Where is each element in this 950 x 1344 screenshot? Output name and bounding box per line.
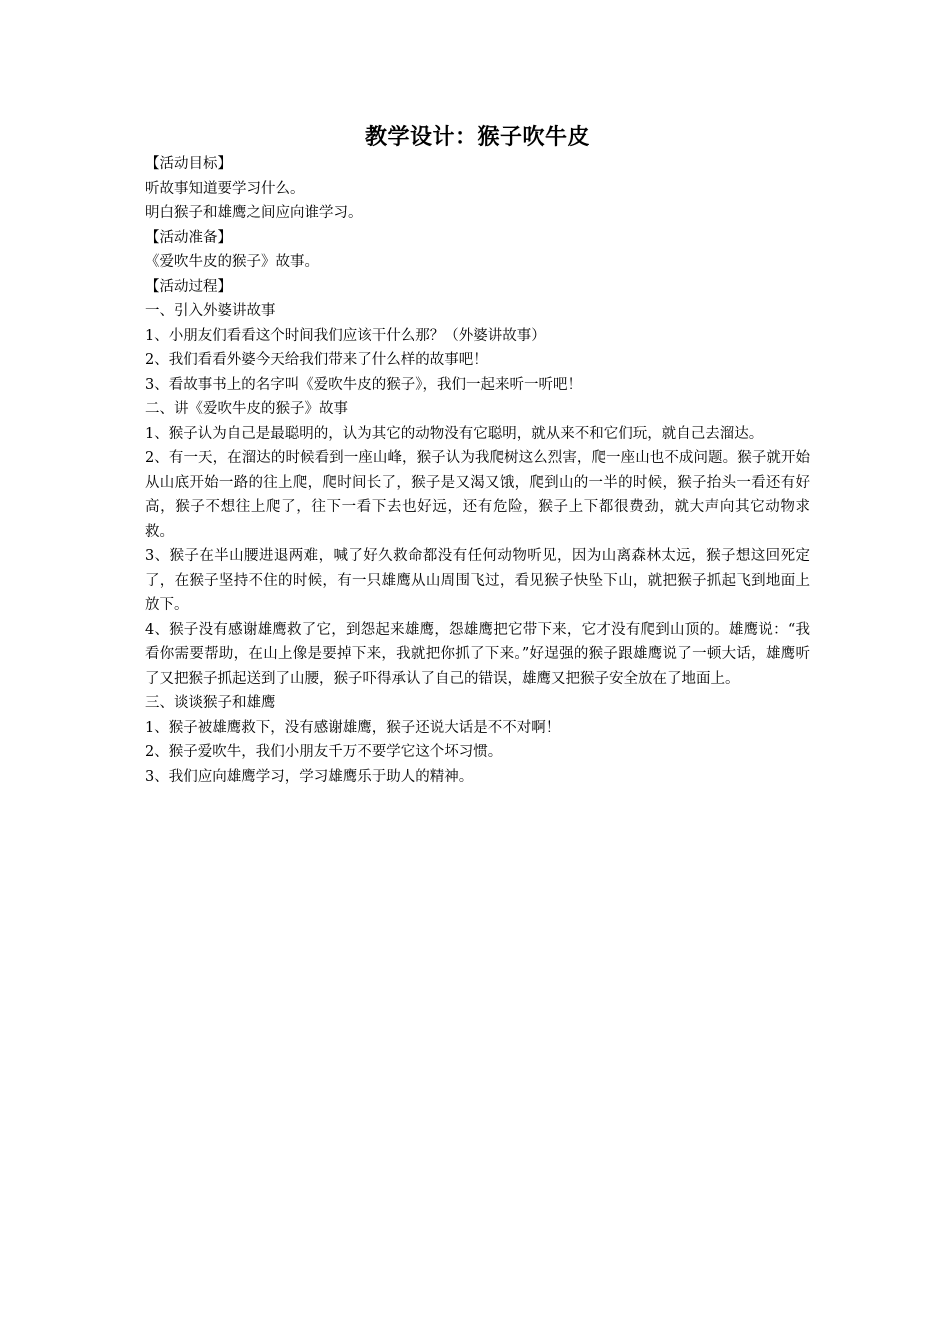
section-heading-goals: 【活动目标】 [145, 156, 232, 172]
story-paragraph-4: 4、猴子没有感谢雄鹰救了它，到怨起来雄鹰，怨雄鹰把它带下来，它才没有爬到山顶的。雄鹰说：“我看你需要帮助，在山上像是要掉下来，我就把你抓了下来。”好逞强的猴子跟雄鹰说了一顿大话，雄鹰听了又把猴子抓起送到了山腰，猴子吓得承认了自己的错误，雄鹰又把猴子安全放在了地面上。 [145, 621, 810, 687]
document-body [145, 122, 810, 789]
process-part-1-step-3: 3、看故事书上的名字叫《爱吹牛皮的猴子》，我们一起来听一听吧！ [145, 376, 582, 393]
process-part-1-heading: 一、引入外婆讲故事 [145, 303, 276, 319]
preparation-item: 《爱吹牛皮的猴子》故事。 [145, 254, 319, 270]
story-paragraph-3: 3、猴子在半山腰进退两难，喊了好久救命都没有任何动物听见，因为山离森林太远，猴子想这回死定了，在猴子坚持不住的时候，有一只雄鹰从山周围飞过，看见猴子快坠下山，就把猴子抓起飞到地面上放下。 [145, 548, 810, 613]
story-paragraph-2: 2、有一天，在溜达的时候看到一座山峰，猴子认为我爬树这么烈害，爬一座山也不成问题。猴子就开始从山底开始一路的往上爬，爬时间长了，猴子是又渴又饿，爬到山的一半的时候，猴子抬头一看还有好高，猴子不想往上爬了，往下一看下去也好远，还有危险，猴子上下都很费劲，就大声向其它动物求救。 [145, 450, 810, 540]
discussion-item-1: 1、猴子被雄鹰救下，没有感谢雄鹰，猴子还说大话是不不对啊！ [145, 719, 561, 736]
goal-item-2: 明白猴子和雄鹰之间应向谁学习。 [145, 205, 363, 221]
discussion-item-3: 3、我们应向雄鹰学习，学习雄鹰乐于助人的精神。 [145, 768, 474, 785]
process-part-1-step-2: 2、我们看看外婆今天给我们带来了什么样的故事吧！ [145, 352, 488, 368]
story-paragraph-1: 1、猴子认为自己是最聪明的，认为其它的动物没有它聪明，就从来不和它们玩，就自己去溜达。 [145, 425, 764, 442]
section-heading-process: 【活动过程】 [145, 278, 232, 295]
goal-item-1: 听故事知道要学习什么。 [145, 180, 305, 197]
process-part-1-step-1: 1、小朋友们看看这个时间我们应该干什么那？（外婆讲故事） [145, 327, 546, 344]
document-title: 教学设计：猴子吹牛皮 [364, 124, 590, 150]
process-part-3-heading: 三、谈谈猴子和雄鹰 [145, 695, 276, 711]
discussion-item-2: 2、猴子爱吹牛，我们小朋友千万不要学它这个坏习惯。 [145, 744, 503, 760]
section-heading-preparation: 【活动准备】 [145, 229, 232, 246]
process-part-2-heading: 二、讲《爱吹牛皮的猴子》故事 [145, 401, 348, 417]
